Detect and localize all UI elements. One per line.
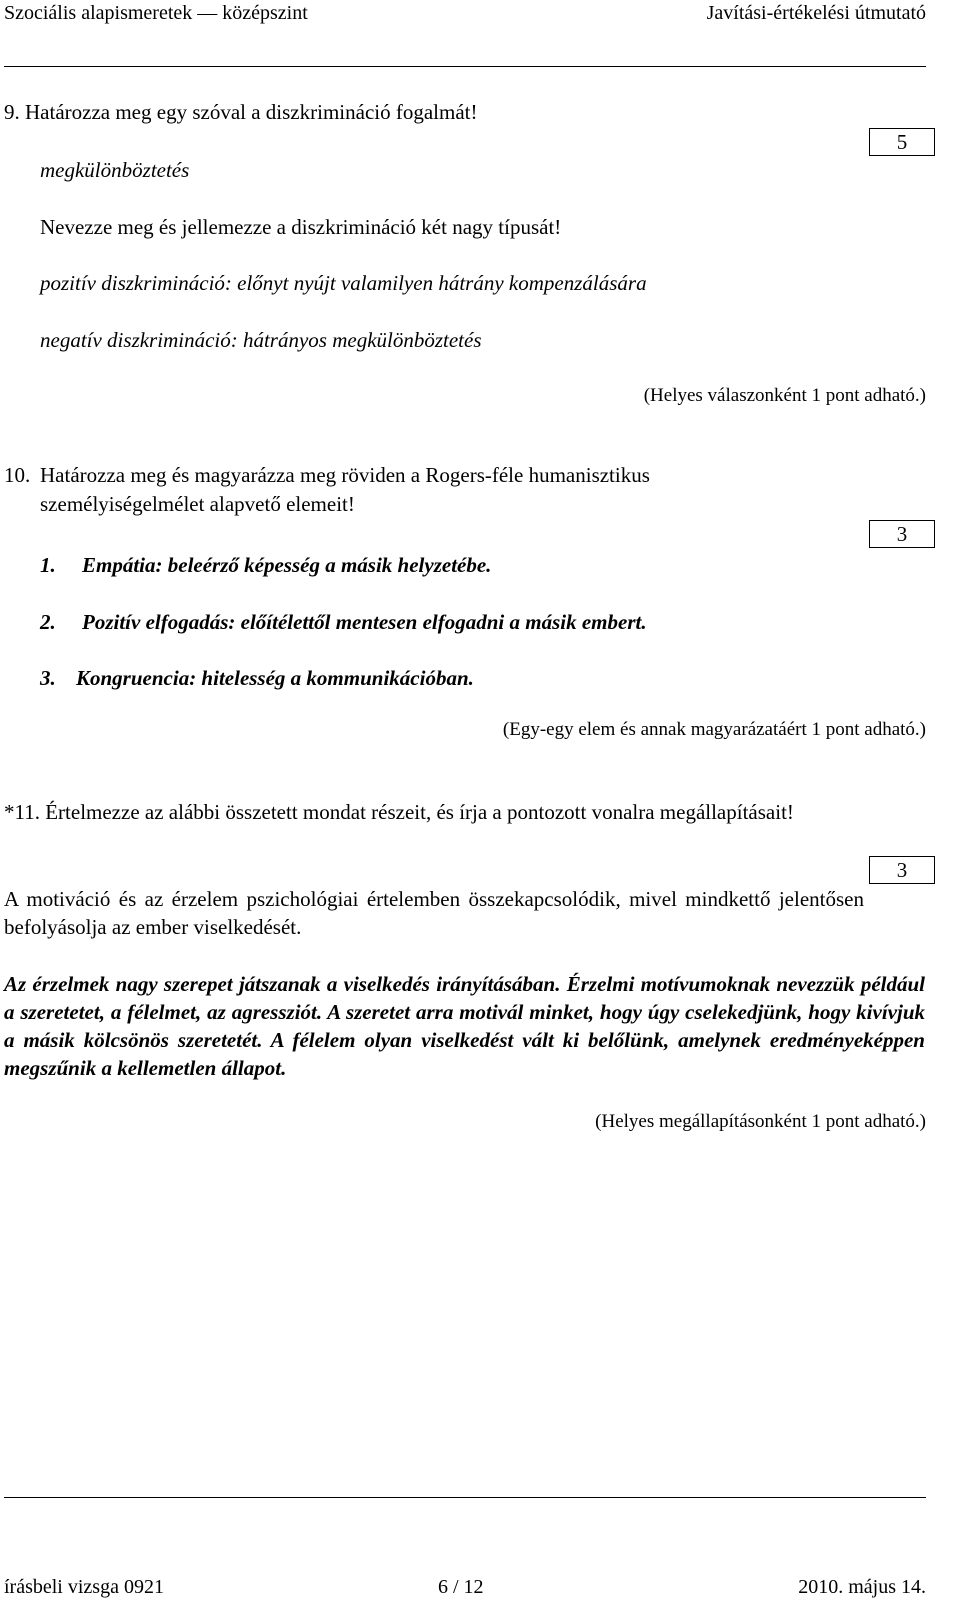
q9-answer2b: negatív diszkrimináció: hátrányos megkülönböztetés (40, 328, 482, 352)
q10-item-text: Pozitív elfogadás: előítélettől mentesen elfogadni a másik embert. (82, 610, 647, 634)
q11-question: *11. Értelmezze az alábbi összetett mondat részeit, és írja a pontozott vonalra megállapításait! (4, 800, 794, 824)
q10-item-text: Empátia: beleérző képesség a másik helyzetébe. (82, 553, 492, 577)
header-right: Javítási-értékelési útmutató (706, 2, 926, 24)
q10-number: 10. (4, 463, 31, 487)
q10-item-number: 2. (40, 610, 56, 634)
header-rule (4, 66, 926, 67)
q9-question: 9. Határozza meg egy szóval a diszkrimináció fogalmát! (4, 100, 478, 124)
q11-answer: Az érzelmek nagy szerepet játszanak a viselkedés irányításában. Érzelmi motívumoknak nevezzük például a szeretetet, a félelmet, az agressziót. A szeretet arra motivál minket, hogy úgy cselekedjünk, hogy kivívjuk a másik kölcsönös szeretetét. A félelem olyan viselkedést vált ki belőlünk, amelynek eredményeképpen megszűnik a kellemetlen állapot. (4, 972, 925, 1080)
q10-item-number: 1. (40, 553, 56, 577)
q10-question-line2: személyiségelmélet alapvető elemeit! (40, 492, 355, 516)
q9-note: (Helyes válaszonként 1 pont adható.) (643, 385, 926, 406)
footer-left: írásbeli vizsga 0921 (4, 1576, 164, 1598)
header-left: Szociális alapismeretek — középszint (4, 2, 308, 24)
q9-question2: Nevezze meg és jellemezze a diszkrimináció két nagy típusát! (40, 215, 562, 239)
footer-right: 2010. május 14. (798, 1576, 926, 1598)
q10-question-line1: Határozza meg és magyarázza meg röviden a Rogers-féle humanisztikus (40, 463, 650, 487)
q10-item-text: Kongruencia: hitelesség a kommunikációban. (76, 666, 474, 690)
footer-rule (4, 1497, 926, 1498)
q10-score-box: 3 (869, 520, 935, 548)
q11-statement: A motiváció és az érzelem pszichológiai értelemben összekapcsolódik, mivel mindkettő jelentősen befolyásolja az ember viselkedését. (4, 887, 864, 939)
q9-answer: megkülönböztetés (40, 158, 190, 182)
q11-score-box: 3 (869, 856, 935, 884)
footer-page-number: 6 / 12 (438, 1576, 484, 1598)
q10-item-number: 3. (40, 666, 56, 690)
q9-answer2a: pozitív diszkrimináció: előnyt nyújt valamilyen hátrány kompenzálására (40, 271, 647, 295)
q10-note: (Egy-egy elem és annak magyarázatáért 1 pont adható.) (502, 719, 926, 740)
q11-note: (Helyes megállapításonként 1 pont adható.) (595, 1111, 926, 1132)
q9-score-box: 5 (869, 128, 935, 156)
